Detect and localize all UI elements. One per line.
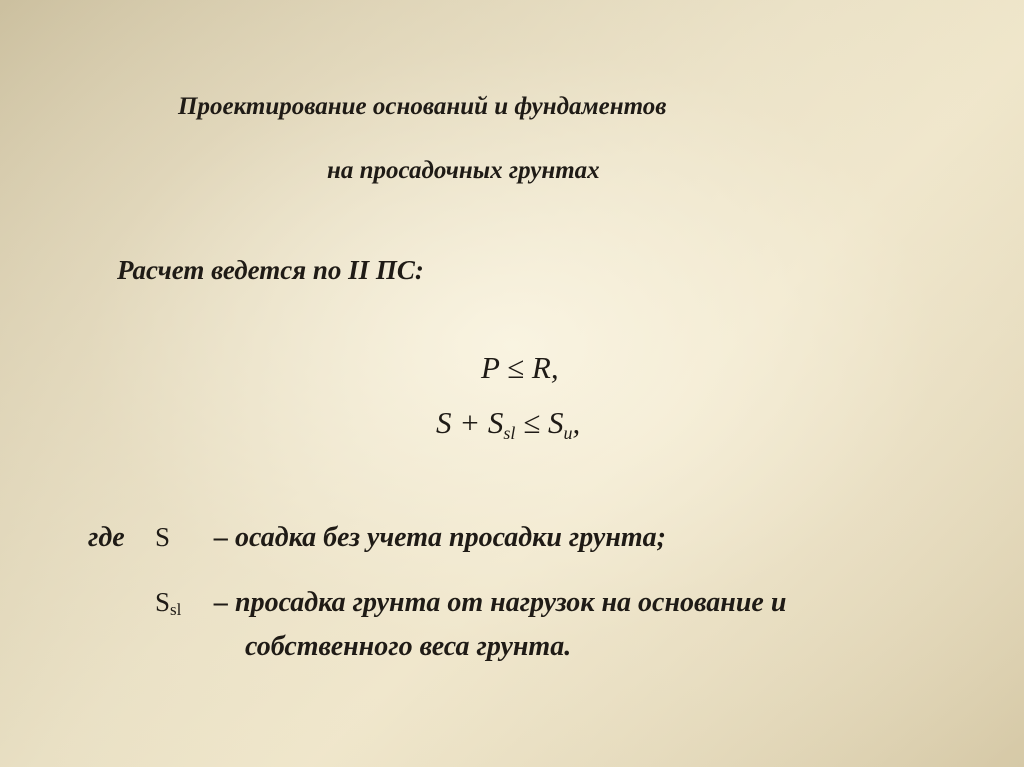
formula-s-u-sub: u (563, 423, 573, 443)
formula-s-sl-base: S (487, 405, 504, 440)
definition-1-symbol: S (155, 522, 171, 552)
formula-p-leq-r: P ≤ R, (481, 350, 559, 385)
definition-2-symbol (155, 587, 181, 620)
formula-s: S (436, 405, 452, 440)
definition-1-text: – осадка без учета просадки грунта; (214, 522, 666, 553)
formula-s-sl-sub: sl (503, 423, 516, 443)
title-line-1: Проектирование оснований и фундаментов (178, 93, 667, 120)
formula-settlement (436, 405, 580, 444)
title-line-2: на просадочных грунтах (327, 157, 600, 184)
definition-2-symbol-base: S (155, 587, 171, 617)
definition-2-symbol-sub: sl (170, 600, 182, 619)
subtitle: Расчет ведется по II ПС: (117, 255, 424, 285)
definition-2-text-line-2: собственного веса грунта. (245, 631, 572, 662)
formula-s-sl (487, 405, 516, 443)
formula-leq: ≤ (523, 405, 541, 440)
formula-s-u-base: S (547, 405, 564, 440)
formula-comma: , (572, 405, 581, 440)
formula-plus: + (459, 405, 481, 440)
where-label: где (88, 522, 125, 553)
formula-s-u (547, 405, 573, 443)
definition-2-text-line-1: – просадка грунта от нагрузок на основание и (214, 587, 787, 618)
